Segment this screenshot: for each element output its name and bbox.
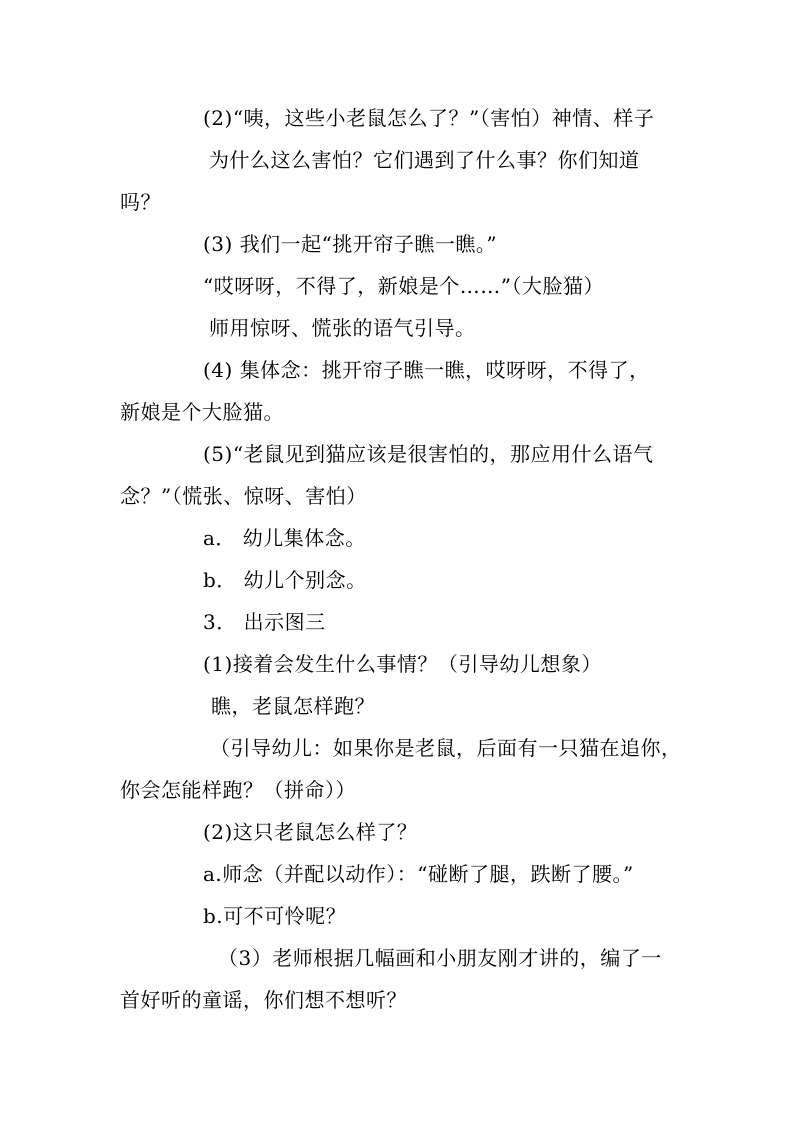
paragraph-line: (2)这只老鼠怎么样了？ — [203, 820, 418, 844]
paragraph-line: 念？”（慌张、惊呀、害怕） — [120, 484, 367, 508]
list-item: a． 幼儿集体念。 — [203, 526, 366, 550]
paragraph-line: a.师念（并配以动作）：“碰断了腿，跌断了腰。” — [203, 862, 634, 886]
section-heading: 3． 出示图三 — [203, 610, 326, 634]
paragraph-line: “哎呀呀，不得了，新娘是个……”（大脸猫） — [203, 274, 604, 298]
list-item: b． 幼儿个别念。 — [203, 568, 367, 592]
paragraph-line: (3) 我们一起“挑开帘子瞧一瞧。” — [203, 232, 498, 256]
paragraph-line: (5)“老鼠见到猫应该是很害怕的，那应用什么语气 — [203, 442, 654, 466]
paragraph-line: (1)接着会发生什么事情？（引导幼儿想象） — [203, 652, 602, 676]
paragraph-line: 新娘是个大脸猫。 — [120, 400, 284, 424]
paragraph-line: （引导幼儿：如果你是老鼠，后面有一只猫在追你， — [210, 736, 682, 760]
paragraph-line: (2)“咦，这些小老鼠怎么了？”（害怕）神情、样子 — [203, 106, 655, 130]
paragraph-line: b.可不可怜呢？ — [203, 904, 347, 928]
paragraph-line: （3）老师根据几幅画和小朋友刚才讲的，编了一 — [218, 946, 662, 970]
paragraph-line: 为什么这么害怕？它们遇到了什么事？你们知道 — [209, 148, 640, 172]
paragraph-line: 你会怎能样跑？（拼命）） — [120, 778, 356, 802]
paragraph-line: 师用惊呀、慌张的语气引导。 — [209, 316, 476, 340]
paragraph-line: 吗？ — [120, 190, 161, 214]
paragraph-line: 首好听的童谣，你们想不想听？ — [120, 988, 407, 1012]
paragraph-line: 瞧，老鼠怎样跑？ — [211, 694, 375, 718]
paragraph-line: (4) 集体念：挑开帘子瞧一瞧，哎呀呀，不得了， — [203, 358, 650, 382]
